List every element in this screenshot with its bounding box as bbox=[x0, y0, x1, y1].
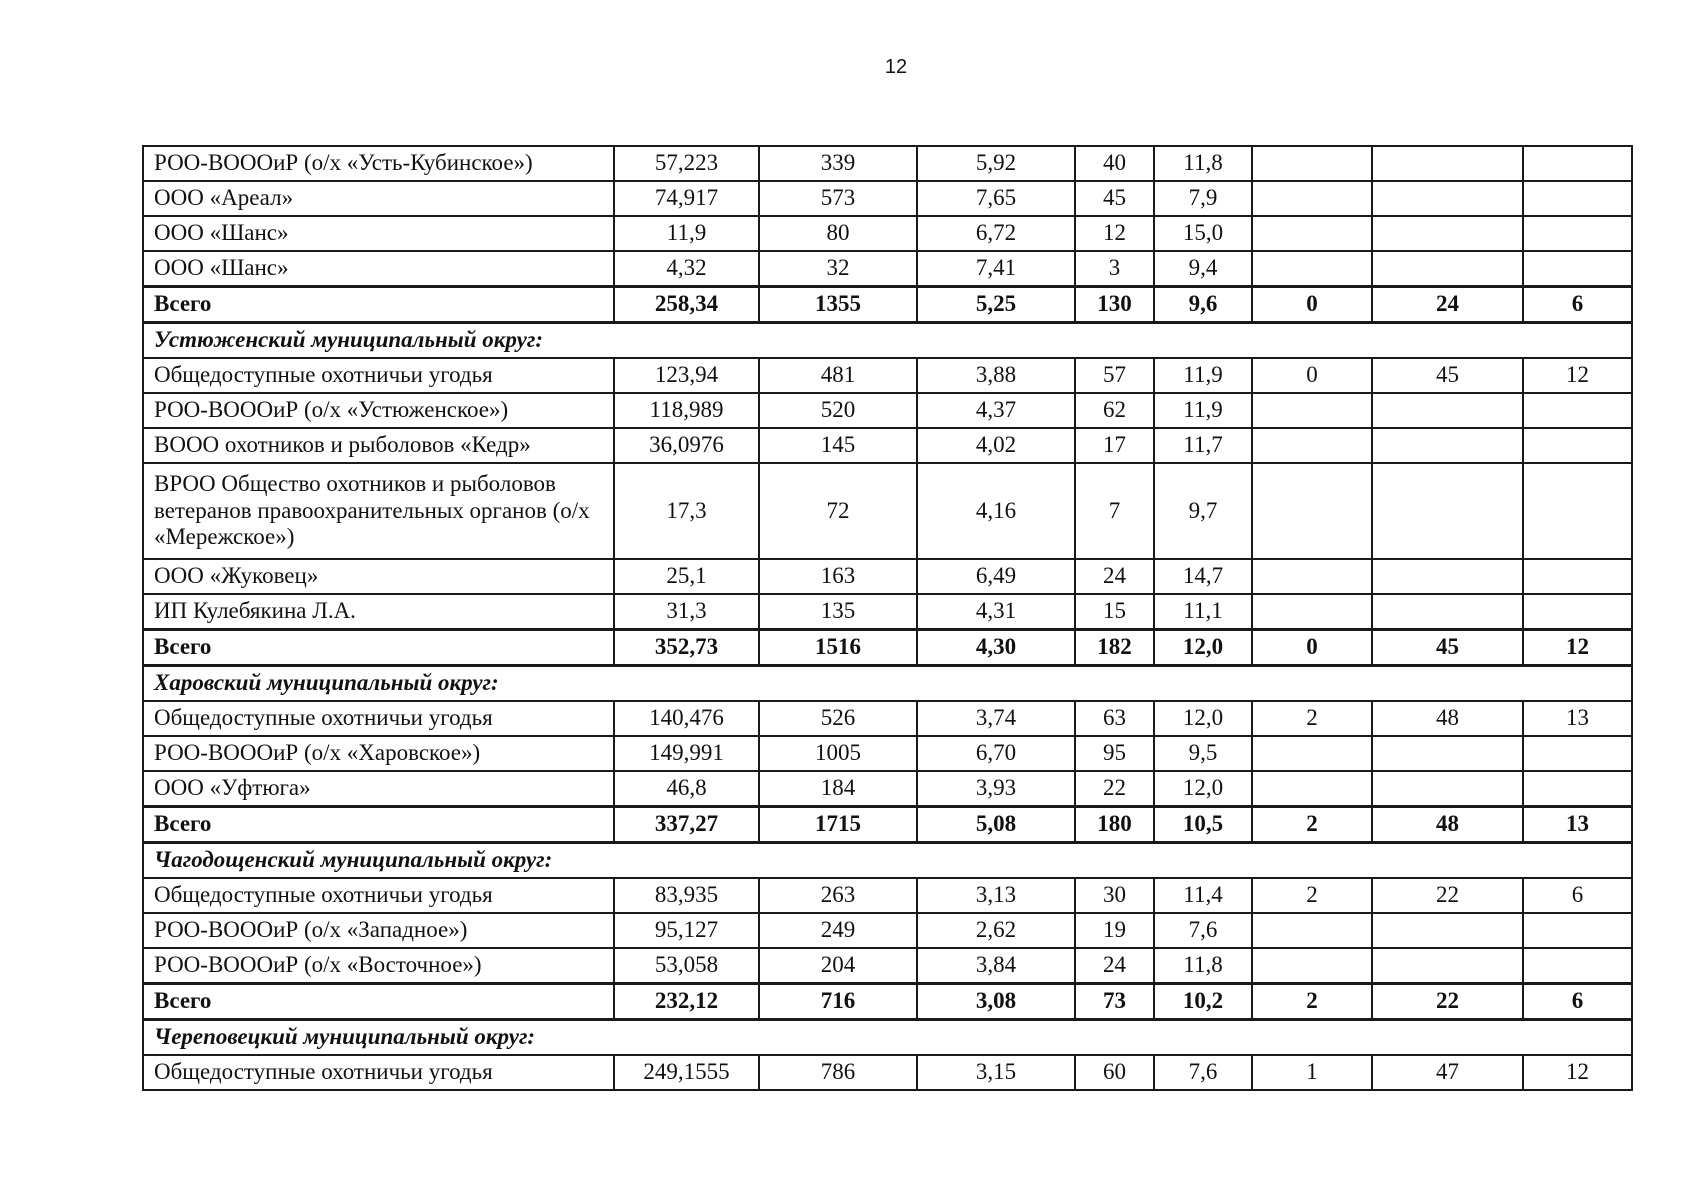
value-cell-4: 45 bbox=[1075, 181, 1154, 216]
organization-name: ВРОО Общество охотников и рыболовов ветеранов правоохранительных органов (о/х «Мережское») bbox=[143, 463, 614, 559]
value-cell-2: 263 bbox=[759, 878, 917, 913]
table-row bbox=[143, 251, 1632, 287]
value-cell-1: 46,8 bbox=[614, 771, 759, 807]
value-cell-6 bbox=[1252, 428, 1372, 463]
total-row bbox=[143, 984, 1632, 1020]
organization-name: РОО-ВОООиР (о/х «Восточное») bbox=[143, 948, 614, 984]
value-cell-2: 72 bbox=[759, 463, 917, 559]
total-label: Всего bbox=[143, 630, 614, 666]
value-cell-7: 22 bbox=[1372, 878, 1523, 913]
value-cell-3: 4,31 bbox=[917, 594, 1075, 630]
value-cell-1: 74,917 bbox=[614, 181, 759, 216]
value-cell-4: 62 bbox=[1075, 393, 1154, 428]
value-cell-6 bbox=[1252, 146, 1372, 181]
value-cell-4: 24 bbox=[1075, 948, 1154, 984]
value-cell-7 bbox=[1372, 913, 1523, 948]
value-cell-7: 24 bbox=[1372, 287, 1523, 323]
district-header-row bbox=[143, 323, 1632, 359]
value-cell-5: 12,0 bbox=[1154, 701, 1252, 736]
value-cell-2: 135 bbox=[759, 594, 917, 630]
value-cell-2: 1355 bbox=[759, 287, 917, 323]
value-cell-3: 4,16 bbox=[917, 463, 1075, 559]
table-row bbox=[143, 736, 1632, 771]
value-cell-6 bbox=[1252, 251, 1372, 287]
value-cell-1: 17,3 bbox=[614, 463, 759, 559]
value-cell-4: 7 bbox=[1075, 463, 1154, 559]
total-row bbox=[143, 630, 1632, 666]
value-cell-1: 140,476 bbox=[614, 701, 759, 736]
organization-name: ООО «Уфтюга» bbox=[143, 771, 614, 807]
value-cell-2: 339 bbox=[759, 146, 917, 181]
organization-name: Общедоступные охотничьи угодья bbox=[143, 878, 614, 913]
value-cell-8: 12 bbox=[1523, 630, 1632, 666]
value-cell-1: 118,989 bbox=[614, 393, 759, 428]
value-cell-1: 36,0976 bbox=[614, 428, 759, 463]
value-cell-6: 0 bbox=[1252, 358, 1372, 393]
value-cell-4: 22 bbox=[1075, 771, 1154, 807]
value-cell-5: 9,6 bbox=[1154, 287, 1252, 323]
value-cell-6 bbox=[1252, 736, 1372, 771]
value-cell-1: 95,127 bbox=[614, 913, 759, 948]
value-cell-7: 45 bbox=[1372, 630, 1523, 666]
district-name: Устюженский муниципальный округ: bbox=[143, 323, 1632, 359]
value-cell-8 bbox=[1523, 559, 1632, 594]
value-cell-7 bbox=[1372, 771, 1523, 807]
value-cell-7: 48 bbox=[1372, 807, 1523, 843]
value-cell-2: 145 bbox=[759, 428, 917, 463]
value-cell-3: 7,65 bbox=[917, 181, 1075, 216]
table-row bbox=[143, 594, 1632, 630]
value-cell-7 bbox=[1372, 216, 1523, 251]
value-cell-4: 30 bbox=[1075, 878, 1154, 913]
value-cell-2: 520 bbox=[759, 393, 917, 428]
value-cell-5: 7,9 bbox=[1154, 181, 1252, 216]
value-cell-6 bbox=[1252, 216, 1372, 251]
value-cell-3: 4,37 bbox=[917, 393, 1075, 428]
organization-name: ООО «Жуковец» bbox=[143, 559, 614, 594]
value-cell-2: 716 bbox=[759, 984, 917, 1020]
value-cell-7 bbox=[1372, 393, 1523, 428]
value-cell-3: 3,88 bbox=[917, 358, 1075, 393]
value-cell-2: 1715 bbox=[759, 807, 917, 843]
table-row bbox=[143, 559, 1632, 594]
value-cell-4: 3 bbox=[1075, 251, 1154, 287]
table-row bbox=[143, 1055, 1632, 1090]
table-row bbox=[143, 913, 1632, 948]
value-cell-6: 1 bbox=[1252, 1055, 1372, 1090]
value-cell-1: 149,991 bbox=[614, 736, 759, 771]
value-cell-6 bbox=[1252, 771, 1372, 807]
value-cell-2: 204 bbox=[759, 948, 917, 984]
value-cell-6: 0 bbox=[1252, 287, 1372, 323]
value-cell-3: 6,70 bbox=[917, 736, 1075, 771]
value-cell-4: 95 bbox=[1075, 736, 1154, 771]
value-cell-6 bbox=[1252, 913, 1372, 948]
value-cell-5: 9,5 bbox=[1154, 736, 1252, 771]
value-cell-6 bbox=[1252, 594, 1372, 630]
value-cell-8 bbox=[1523, 463, 1632, 559]
value-cell-5: 15,0 bbox=[1154, 216, 1252, 251]
value-cell-7 bbox=[1372, 251, 1523, 287]
organization-name: ИП Кулебякина Л.А. bbox=[143, 594, 614, 630]
value-cell-2: 80 bbox=[759, 216, 917, 251]
table-row bbox=[143, 948, 1632, 984]
value-cell-5: 11,4 bbox=[1154, 878, 1252, 913]
value-cell-8 bbox=[1523, 181, 1632, 216]
value-cell-8 bbox=[1523, 736, 1632, 771]
table-row bbox=[143, 463, 1632, 559]
value-cell-8 bbox=[1523, 771, 1632, 807]
organization-name: РОО-ВОООиР (о/х «Устюженское») bbox=[143, 393, 614, 428]
value-cell-3: 3,13 bbox=[917, 878, 1075, 913]
organization-name: РОО-ВОООиР (о/х «Усть-Кубинское») bbox=[143, 146, 614, 181]
value-cell-5: 12,0 bbox=[1154, 771, 1252, 807]
value-cell-5: 11,9 bbox=[1154, 393, 1252, 428]
value-cell-7 bbox=[1372, 594, 1523, 630]
value-cell-5: 11,7 bbox=[1154, 428, 1252, 463]
value-cell-3: 3,84 bbox=[917, 948, 1075, 984]
value-cell-4: 40 bbox=[1075, 146, 1154, 181]
value-cell-8: 13 bbox=[1523, 701, 1632, 736]
table-row bbox=[143, 878, 1632, 913]
value-cell-8 bbox=[1523, 146, 1632, 181]
value-cell-8: 12 bbox=[1523, 358, 1632, 393]
value-cell-2: 1005 bbox=[759, 736, 917, 771]
value-cell-6: 0 bbox=[1252, 630, 1372, 666]
value-cell-5: 10,2 bbox=[1154, 984, 1252, 1020]
value-cell-1: 249,1555 bbox=[614, 1055, 759, 1090]
value-cell-5: 9,4 bbox=[1154, 251, 1252, 287]
value-cell-5: 10,5 bbox=[1154, 807, 1252, 843]
value-cell-6 bbox=[1252, 463, 1372, 559]
value-cell-8 bbox=[1523, 393, 1632, 428]
value-cell-8 bbox=[1523, 594, 1632, 630]
value-cell-2: 573 bbox=[759, 181, 917, 216]
organization-name: РОО-ВОООиР (о/х «Харовское») bbox=[143, 736, 614, 771]
value-cell-4: 63 bbox=[1075, 701, 1154, 736]
value-cell-3: 3,08 bbox=[917, 984, 1075, 1020]
value-cell-7 bbox=[1372, 736, 1523, 771]
value-cell-5: 11,8 bbox=[1154, 948, 1252, 984]
value-cell-2: 1516 bbox=[759, 630, 917, 666]
value-cell-4: 60 bbox=[1075, 1055, 1154, 1090]
value-cell-8: 13 bbox=[1523, 807, 1632, 843]
value-cell-4: 130 bbox=[1075, 287, 1154, 323]
value-cell-2: 526 bbox=[759, 701, 917, 736]
value-cell-8: 12 bbox=[1523, 1055, 1632, 1090]
value-cell-5: 11,8 bbox=[1154, 146, 1252, 181]
value-cell-3: 4,02 bbox=[917, 428, 1075, 463]
value-cell-3: 7,41 bbox=[917, 251, 1075, 287]
value-cell-6: 2 bbox=[1252, 878, 1372, 913]
district-name: Чагодощенский муниципальный округ: bbox=[143, 843, 1632, 879]
table-row bbox=[143, 393, 1632, 428]
value-cell-8 bbox=[1523, 251, 1632, 287]
value-cell-5: 11,1 bbox=[1154, 594, 1252, 630]
value-cell-6: 2 bbox=[1252, 701, 1372, 736]
value-cell-6 bbox=[1252, 559, 1372, 594]
value-cell-8: 6 bbox=[1523, 878, 1632, 913]
organization-name: ООО «Ареал» bbox=[143, 181, 614, 216]
value-cell-8 bbox=[1523, 948, 1632, 984]
value-cell-1: 337,27 bbox=[614, 807, 759, 843]
table-row bbox=[143, 428, 1632, 463]
organization-name: ВООО охотников и рыболовов «Кедр» bbox=[143, 428, 614, 463]
total-row bbox=[143, 807, 1632, 843]
district-header-row bbox=[143, 1020, 1632, 1056]
value-cell-8 bbox=[1523, 913, 1632, 948]
table-row bbox=[143, 146, 1632, 181]
value-cell-6: 2 bbox=[1252, 984, 1372, 1020]
value-cell-3: 3,74 bbox=[917, 701, 1075, 736]
value-cell-3: 4,30 bbox=[917, 630, 1075, 666]
organization-name: ООО «Шанс» bbox=[143, 216, 614, 251]
total-label: Всего bbox=[143, 984, 614, 1020]
value-cell-2: 184 bbox=[759, 771, 917, 807]
value-cell-7 bbox=[1372, 463, 1523, 559]
value-cell-1: 11,9 bbox=[614, 216, 759, 251]
total-row bbox=[143, 287, 1632, 323]
organization-name: РОО-ВОООиР (о/х «Западное») bbox=[143, 913, 614, 948]
value-cell-5: 11,9 bbox=[1154, 358, 1252, 393]
value-cell-5: 7,6 bbox=[1154, 1055, 1252, 1090]
value-cell-6: 2 bbox=[1252, 807, 1372, 843]
value-cell-2: 32 bbox=[759, 251, 917, 287]
value-cell-1: 4,32 bbox=[614, 251, 759, 287]
value-cell-6 bbox=[1252, 181, 1372, 216]
value-cell-7: 45 bbox=[1372, 358, 1523, 393]
table-row bbox=[143, 216, 1632, 251]
value-cell-5: 7,6 bbox=[1154, 913, 1252, 948]
value-cell-4: 57 bbox=[1075, 358, 1154, 393]
value-cell-3: 6,72 bbox=[917, 216, 1075, 251]
value-cell-2: 163 bbox=[759, 559, 917, 594]
value-cell-6 bbox=[1252, 948, 1372, 984]
table-row bbox=[143, 771, 1632, 807]
value-cell-1: 258,34 bbox=[614, 287, 759, 323]
value-cell-8: 6 bbox=[1523, 984, 1632, 1020]
value-cell-1: 25,1 bbox=[614, 559, 759, 594]
value-cell-3: 3,93 bbox=[917, 771, 1075, 807]
value-cell-3: 5,08 bbox=[917, 807, 1075, 843]
value-cell-7 bbox=[1372, 428, 1523, 463]
value-cell-4: 24 bbox=[1075, 559, 1154, 594]
value-cell-7: 48 bbox=[1372, 701, 1523, 736]
organization-name: Общедоступные охотничьи угодья bbox=[143, 358, 614, 393]
value-cell-1: 57,223 bbox=[614, 146, 759, 181]
value-cell-7: 47 bbox=[1372, 1055, 1523, 1090]
value-cell-4: 12 bbox=[1075, 216, 1154, 251]
value-cell-3: 5,92 bbox=[917, 146, 1075, 181]
value-cell-3: 5,25 bbox=[917, 287, 1075, 323]
value-cell-1: 232,12 bbox=[614, 984, 759, 1020]
value-cell-7 bbox=[1372, 146, 1523, 181]
organization-name: Общедоступные охотничьи угодья bbox=[143, 1055, 614, 1090]
value-cell-4: 180 bbox=[1075, 807, 1154, 843]
value-cell-1: 352,73 bbox=[614, 630, 759, 666]
organization-name: Общедоступные охотничьи угодья bbox=[143, 701, 614, 736]
value-cell-3: 2,62 bbox=[917, 913, 1075, 948]
value-cell-4: 182 bbox=[1075, 630, 1154, 666]
value-cell-1: 123,94 bbox=[614, 358, 759, 393]
organization-name: ООО «Шанс» bbox=[143, 251, 614, 287]
value-cell-1: 53,058 bbox=[614, 948, 759, 984]
table-row bbox=[143, 701, 1632, 736]
value-cell-8: 6 bbox=[1523, 287, 1632, 323]
district-header-row bbox=[143, 843, 1632, 879]
hunting-grounds-table bbox=[142, 145, 1633, 1091]
value-cell-7 bbox=[1372, 181, 1523, 216]
total-label: Всего bbox=[143, 287, 614, 323]
value-cell-2: 249 bbox=[759, 913, 917, 948]
value-cell-4: 15 bbox=[1075, 594, 1154, 630]
value-cell-3: 6,49 bbox=[917, 559, 1075, 594]
value-cell-8 bbox=[1523, 428, 1632, 463]
value-cell-6 bbox=[1252, 393, 1372, 428]
value-cell-2: 786 bbox=[759, 1055, 917, 1090]
value-cell-1: 83,935 bbox=[614, 878, 759, 913]
value-cell-5: 12,0 bbox=[1154, 630, 1252, 666]
value-cell-3: 3,15 bbox=[917, 1055, 1075, 1090]
value-cell-7 bbox=[1372, 559, 1523, 594]
value-cell-4: 73 bbox=[1075, 984, 1154, 1020]
value-cell-4: 17 bbox=[1075, 428, 1154, 463]
value-cell-4: 19 bbox=[1075, 913, 1154, 948]
district-name: Харовский муниципальный округ: bbox=[143, 666, 1632, 702]
value-cell-1: 31,3 bbox=[614, 594, 759, 630]
value-cell-5: 9,7 bbox=[1154, 463, 1252, 559]
value-cell-5: 14,7 bbox=[1154, 559, 1252, 594]
value-cell-2: 481 bbox=[759, 358, 917, 393]
value-cell-7 bbox=[1372, 948, 1523, 984]
table-row bbox=[143, 181, 1632, 216]
district-header-row bbox=[143, 666, 1632, 702]
table-row bbox=[143, 358, 1632, 393]
district-name: Череповецкий муниципальный округ: bbox=[143, 1020, 1632, 1056]
value-cell-8 bbox=[1523, 216, 1632, 251]
value-cell-7: 22 bbox=[1372, 984, 1523, 1020]
total-label: Всего bbox=[143, 807, 614, 843]
page-number: 12 bbox=[884, 56, 908, 78]
